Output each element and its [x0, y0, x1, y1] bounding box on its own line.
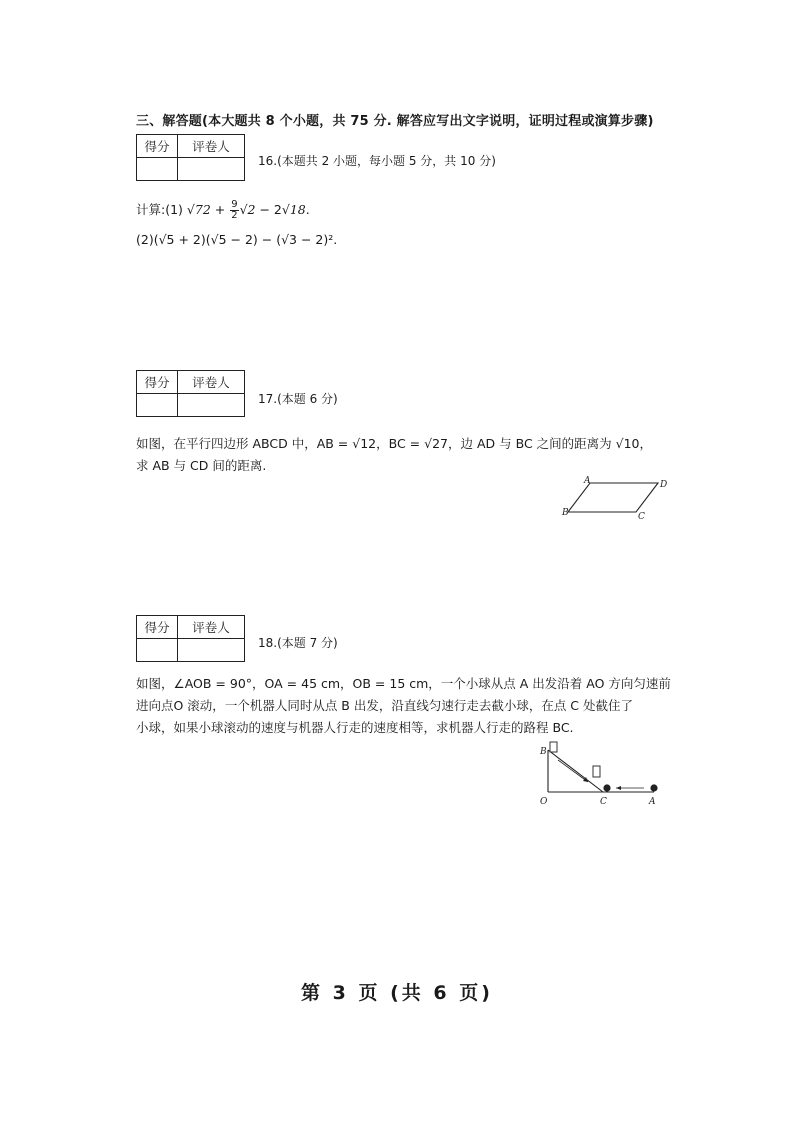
parallelogram-shape: [568, 483, 658, 512]
q17-header: 17.(本题 6 分): [258, 392, 338, 406]
score-table-q17: [136, 370, 245, 417]
grader-label: 评卷人: [178, 135, 245, 158]
q18-text-line3: 小球，如果小球滚动的速度与机器人行走的速度相等，求机器人行走的路程 BC.: [136, 720, 574, 735]
grader-cell[interactable]: [178, 639, 245, 662]
score-label: 得分: [137, 371, 178, 394]
fraction-numerator: 9: [231, 199, 238, 210]
q16-prefix: 计算:(1): [136, 202, 187, 217]
score-cell[interactable]: [137, 394, 178, 417]
q18-text-line2: 进向点O 滚动，一个机器人同时从点 B 出发，沿直线匀速行走去截小球，在点 C 处截住了: [136, 698, 634, 713]
q16-fraction: [230, 200, 238, 221]
robot-ball-figure: [532, 740, 672, 810]
fraction-denominator: 2: [231, 210, 238, 221]
q16-term-a: √72: [186, 202, 211, 217]
q16-minus: − 2: [255, 202, 282, 217]
grader-cell[interactable]: [178, 158, 245, 181]
score-table-q18: [136, 615, 245, 662]
segment-BC: [548, 750, 603, 792]
label-C: C: [600, 797, 607, 807]
q16-part2: (2)(√5 + 2)(√5 − 2) − (√3 − 2)².: [136, 232, 338, 247]
q16-term-b: √2: [239, 202, 256, 217]
grader-label: 评卷人: [178, 371, 245, 394]
q18-text-line1: 如图，∠AOB = 90°，OA = 45 cm，OB = 15 cm，一个小球从点 A 出发沿着 AO 方向匀速前: [136, 676, 671, 691]
score-cell[interactable]: [137, 158, 178, 181]
q16-term-c: √18: [281, 202, 306, 217]
q18-header: 18.(本题 7 分): [258, 636, 338, 650]
q16-part1: [136, 200, 310, 221]
robot-path-arrow: [558, 760, 588, 782]
score-table-q16: [136, 134, 245, 181]
label-D: D: [660, 480, 668, 490]
q16-end: .: [305, 202, 310, 217]
parallelogram-figure: [560, 474, 670, 520]
label-O: O: [540, 797, 548, 807]
section-title: 三、解答题(本大题共 8 个小题，共 75 分. 解答应写出文字说明，证明过程或演算步骤): [136, 114, 654, 129]
arrowhead-icon: [616, 786, 621, 790]
label-A: A: [649, 797, 656, 807]
ball-icon: [650, 784, 657, 791]
label-A: A: [584, 476, 591, 486]
score-label: 得分: [137, 616, 178, 639]
score-cell[interactable]: [137, 639, 178, 662]
robot-icon: [550, 742, 557, 752]
q16-plus: +: [210, 202, 230, 217]
grader-label: 评卷人: [178, 616, 245, 639]
robot-icon: [593, 766, 600, 777]
score-label: 得分: [137, 135, 178, 158]
label-C: C: [638, 512, 645, 520]
q16-header: 16.(本题共 2 小题，每小题 5 分，共 10 分): [258, 154, 496, 168]
q17-text-line2: 求 AB 与 CD 间的距离.: [136, 458, 267, 473]
grader-cell[interactable]: [178, 394, 245, 417]
ball-icon: [603, 784, 610, 791]
label-B: B: [562, 508, 569, 518]
q17-text-line1: 如图，在平行四边形 ABCD 中，AB = √12，BC = √27，边 AD 与 BC 之间的距离为 √10，: [136, 436, 652, 451]
label-B: B: [540, 747, 547, 757]
page-footer: 第 3 页 (共 6 页): [301, 982, 493, 1004]
